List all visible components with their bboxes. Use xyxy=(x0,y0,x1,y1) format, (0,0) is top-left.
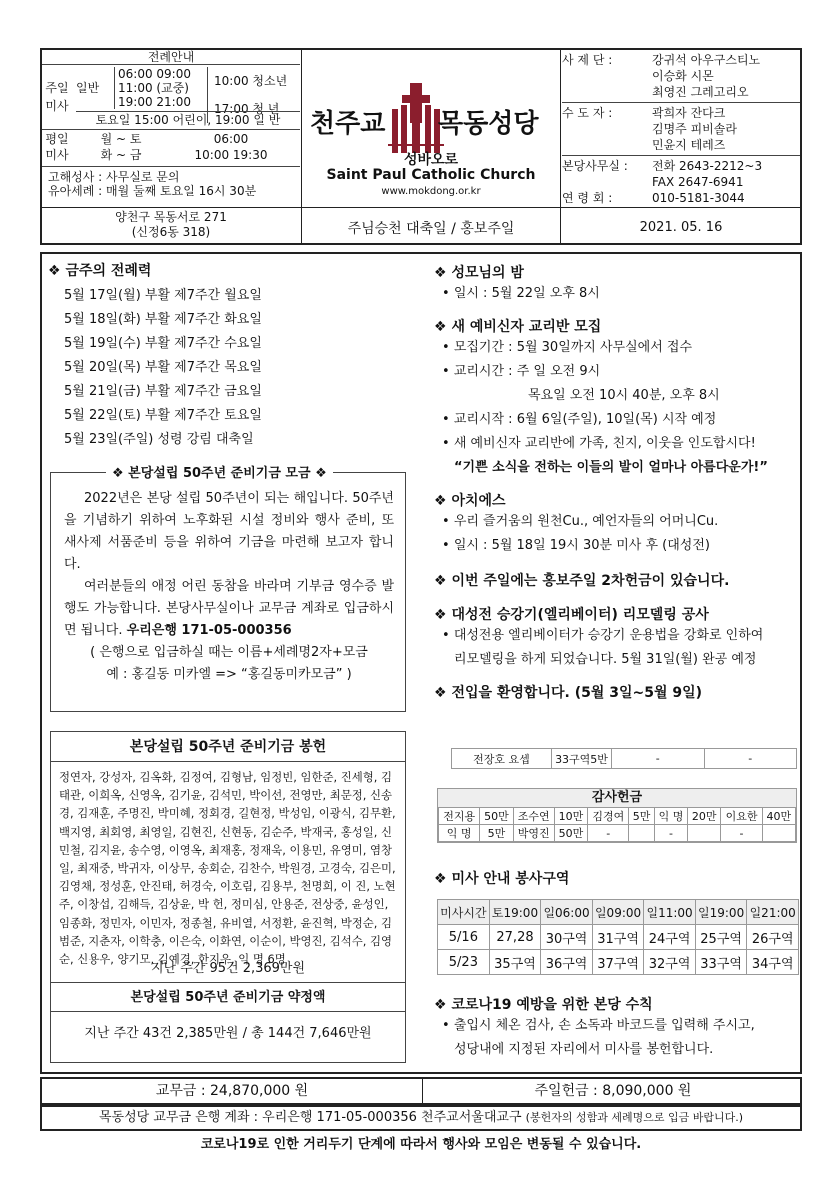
mary-night-title: 성모님의 밤 xyxy=(451,265,524,281)
tithe-total: 교무금 : 24,870,000 원 xyxy=(155,1083,309,1099)
thanks-cell xyxy=(629,825,654,842)
thanks-cell: 5만 xyxy=(629,808,654,825)
sunday-times xyxy=(114,67,206,109)
mass-schedule xyxy=(42,49,300,207)
mass-header-cell: 일11:00 xyxy=(644,900,696,925)
mass-cell: 37구역 xyxy=(592,950,644,975)
sun-time-3: 19:00 21:00 xyxy=(118,95,191,109)
welcome-table: 전장호 요셉 33구역5반 - - xyxy=(451,748,797,769)
church-name-right: 목동성당 xyxy=(438,109,539,139)
thanks-cell: 20만 xyxy=(688,808,721,825)
thanks-cell: 박영진 xyxy=(513,825,554,842)
pledge-amount: 지난 주간 43건 2,385만원 / 총 144건 7,646만원 xyxy=(84,1026,372,1041)
confession-info: 고해성사 : 사무실로 문의 xyxy=(48,170,180,184)
catechism-title: 새 예비신자 교리반 모집 xyxy=(451,319,602,335)
mass-cell: 33구역 xyxy=(695,950,747,975)
bank-account: 목동성당 교무금 은행 계좌 : 우리은행 171-05-000356 천주교서울대교구 xyxy=(99,1110,522,1125)
mass-header-cell: 일06:00 xyxy=(541,900,593,925)
liturgy-title: 금주의 전례력 xyxy=(65,263,152,279)
mass-cell: 27,28 xyxy=(489,925,541,950)
mass-cell: 32구역 xyxy=(644,950,696,975)
thanks-box xyxy=(437,788,797,843)
youth-time: 10:00 청소년 xyxy=(214,74,288,88)
pledge-title: 본당설립 50주년 준비기금 약정액 xyxy=(51,982,405,1012)
church-english-name: Saint Paul Catholic Church xyxy=(326,167,536,183)
mass-header-cell: 미사시간 xyxy=(438,900,490,925)
elevator-title: 대성전 승강기(엘리베이터) 리모델링 공사 xyxy=(451,607,709,623)
ilban-label: 일반 xyxy=(76,81,100,95)
weekday-mass-label: 평일 미사 xyxy=(45,132,69,162)
catechism-time: 교리시간 : 주 일 오전 9시 xyxy=(453,364,601,379)
thanks-cell: 김경여 xyxy=(588,808,629,825)
sun-time-2: 11:00 (교중) xyxy=(118,81,189,95)
thanks-cell: - xyxy=(654,825,687,842)
bulletin-date: 2021. 05. 16 xyxy=(639,220,723,235)
staff-info: 사 제 단 : 강귀석 아우구스티노 이승화 시몬 최영진 그레고리오 수 도 자 : 곽희자 잔다크 김명주 피비솔라 민윤지 테레즈 본당사무실 : 전화 2643-2212~3 FAX 2647-6941 연 령 회 : 010-5181-3044 xyxy=(562,52,800,206)
weekday-times: 월 ~ 토 06:00 화 ~ 금 10:00 19:30 xyxy=(100,132,268,162)
covid-text-2: 성당내에 지정된 자리에서 미사를 봉헌합니다. xyxy=(454,1042,714,1057)
thanks-cell: 이요한 xyxy=(721,808,762,825)
covid-section: ❖ 코로나19 예방을 위한 본당 수칙 • 출입시 체온 검사, 손 소독과 바코드를 입력해 주시고, 성당내에 지정된 자리에서 미사를 봉헌합니다. xyxy=(434,994,796,1062)
address: 양천구 목동서로 271 (신정6동 318) xyxy=(115,210,227,239)
welcome-name: 전장호 요셉 xyxy=(452,749,552,769)
fund-note-2: 예 : 홍길동 미카엘 => “홍길동미카모금” ) xyxy=(106,667,352,682)
sunday-mass-label: 주일 미사 xyxy=(45,81,69,113)
thanks-title: 감사헌금 xyxy=(438,789,796,807)
bank-account-bar xyxy=(40,1105,802,1131)
infant-baptism-info: 유아세례 : 매월 둘째 토요일 16시 30분 xyxy=(48,184,257,198)
mass-cell: 26구역 xyxy=(747,925,799,950)
thanks-cell: - xyxy=(721,825,762,842)
fund-paragraph-1: 2022년은 본당 설립 50주년이 되는 해입니다. 50주년을 기념하기 위하여 노후화된 시설 정비와 행사 준비, 또 새사제 서품준비 등을 위하여 기금을 마련해 보고자 합니다. xyxy=(64,491,394,572)
elevator-text-1: 대성전용 엘리베이터가 승강기 운용법을 강화로 인하여 xyxy=(453,628,764,643)
liturgy-section: ❖ 금주의 전례력 5월 17일(월) 부활 제7주간 월요일 5월 18일(화) 부활 제7주간 화요일 5월 19일(수) 부활 제7주간 수요일 5월 20일(목) 부활 제7주간 목요일 5월 21일(금) 부활 제7주간 금요일 5월 22일(토) 부활 제7주간 토요일 5월 23일(주일) 성령 강림 대축일 xyxy=(48,260,262,452)
mass-cell: 5/23 xyxy=(438,950,490,975)
liturgy-item: 5월 17일(월) 부활 제7주간 월요일 xyxy=(64,288,262,303)
covid-footer-notice: 코로나19로 인한 거리두기 단계에 따라서 행사와 모임은 변동될 수 있습니다. xyxy=(200,1137,642,1152)
catechism-time-thu: 목요일 오전 10시 40분, 오후 8시 xyxy=(528,388,720,403)
mass-cell: 34구역 xyxy=(747,950,799,975)
offering-bar xyxy=(40,1077,802,1105)
liturgy-item: 5월 20일(목) 부활 제7주간 목요일 xyxy=(64,360,262,375)
thanks-cell: 10만 xyxy=(554,808,587,825)
mass-header-cell: 일21:00 xyxy=(747,900,799,925)
mass-cell: 30구역 xyxy=(541,925,593,950)
mass-header-cell: 일19:00 xyxy=(695,900,747,925)
second-collection-notice: 이번 주일에는 홍보주일 2차헌금이 있습니다. xyxy=(451,573,730,589)
church-logo xyxy=(302,49,560,207)
mass-header-cell: 일09:00 xyxy=(592,900,644,925)
thanks-cell xyxy=(688,825,721,842)
thanks-table xyxy=(438,807,796,842)
mass-cell: 31구역 xyxy=(592,925,644,950)
mass-service-table xyxy=(437,899,799,975)
mass-cell: 24구역 xyxy=(644,925,696,950)
liturgy-item: 5월 19일(수) 부활 제7주간 수요일 xyxy=(64,336,262,351)
fund-body xyxy=(64,488,394,686)
mass-cell: 35구역 xyxy=(489,950,541,975)
liturgy-item: 5월 18일(화) 부활 제7주간 화요일 xyxy=(64,312,262,327)
donors-summary: 지난 주간 95건 2,369만원 xyxy=(150,961,306,976)
fund-paragraph-2: 여러분들의 애정 어린 동참을 바라며 기부금 영수증 발행도 가능합니다. 본당사무실이나 교무금 계좌로 입금하시면 됩니다. xyxy=(64,579,394,638)
thanks-cell: 40만 xyxy=(762,808,795,825)
acies-line-2: 일시 : 5월 18일 19시 30분 미사 후 (대성전) xyxy=(453,538,710,553)
acies-title: 아치에스 xyxy=(451,493,506,509)
website: www.mokdong.or.kr xyxy=(381,186,481,197)
right-column: ❖ 성모님의 밤 • 일시 : 5월 22일 오후 8시 ❖ 새 예비신자 교리반 모집 • 모집기간 : 5월 30일까지 사무실에서 접수 • 교리시간 : 주 일 오전 9시 목요일 오전 10시 40분, 오후 8시 • 교리시작 : 6월 6일(주일), 10일(목) 시작 예정 • 새 예비신자 교리반에 가족, 친지, 이웃을 인도합시다! “기쁜 소식을 전하는 이들의 발이 얼마나 아름다운가!” ❖ 아치에스 • 우리 즐거움의 원천Cu., 예언자들의 어머니Cu. • 일시 : 5월 18일 19시 30분 미사 후 (대성전) ❖ 이번 주일에는 홍보주일 2차헌금이 있습니다. ❖ 대성전 승강기(엘리베이터) 리모델링 공사 • 대성전용 엘리베이터가 승강기 운용법을 강화로 인하여 리모델링을 하게 되었습니다. 5월 31일(월) 완공 예정 ❖ 전입을 환영합니다. (5월 3일~5월 9일) xyxy=(434,262,796,702)
mass-cell: 25구역 xyxy=(695,925,747,950)
sun-time-1: 06:00 09:00 xyxy=(118,67,191,81)
thanks-cell: 5만 xyxy=(480,825,513,842)
donors-box xyxy=(50,731,406,1063)
catechism-invite: 새 예비신자 교리반에 가족, 친지, 이웃을 인도합시다! xyxy=(453,436,756,451)
mass-header-cell: 토19:00 xyxy=(489,900,541,925)
catechism-period: 모집기간 : 5월 30일까지 사무실에서 접수 xyxy=(453,340,693,355)
service-title: 주님승천 대축일 / 홍보주일 xyxy=(347,221,515,237)
patron-saint: 성바오로 xyxy=(403,152,459,168)
donors-list: 정연자, 강성자, 김옥화, 김정여, 김형남, 임정빈, 임한준, 진세형, 김태관, 이희옥, 신영옥, 김기윤, 김석민, 박이선, 전영만, 최문정, 신송경, 김재훈, 주명진, 박미혜, 정회경, 길현정, 박성임, 이광식, 김무환, 백지영, 최회영, 최영일, 김현진, 신현동, 김순주, 박재국, 홍성일, 신민철, 김지윤, 송수영, 이영옥, 최재홍, 정재욱, 이용민, 유영미, 염창일, 최재중, 박귀자, 이상무, 송회순, 김찬수, 박원경, 고경숙, 김은미, 김영채, 정성훈, 안진태, 허경숙, 이호림, 김용부, 천명희, 이 진, 노현주, 이창섭, 김해득, 김상윤, 박 헌, 정미심, 안용준, 전상중, 윤성인, 임종화, 정민자, 이민자, 정종철, 유비열, 서정환, 윤진혁, 박정순, 김범준, 지춘자, 이학충, 이은숙, 이화연, 이순이, 박영진, 김석수, 김영순, 신용우, 양기모, 김예경, 한지우, 익 명 6명 xyxy=(59,770,396,967)
thanks-cell: - xyxy=(588,825,629,842)
fund-account: 우리은행 171-05-000356 xyxy=(126,623,292,638)
thanks-cell: 익 명 xyxy=(654,808,687,825)
mass-service-title: 미사 안내 봉사구역 xyxy=(451,871,570,887)
liturgy-item: 5월 23일(주일) 성령 강림 대축일 xyxy=(64,432,254,447)
mary-night-time: 일시 : 5월 22일 오후 8시 xyxy=(453,286,600,301)
schedule-title: 전례안내 xyxy=(42,49,300,65)
covid-title: 코로나19 예방을 위한 본당 수칙 xyxy=(451,997,653,1013)
elevator-text-2: 리모델링을 하게 되었습니다. 5월 31일(월) 완공 예정 xyxy=(454,652,757,667)
welcome-zone: 33구역5반 xyxy=(552,749,612,769)
fund-title: ❖ 본당설립 50주년 준비기금 모금 ❖ xyxy=(106,462,333,481)
thanks-cell: 익 명 xyxy=(439,825,480,842)
sacraments xyxy=(48,170,256,198)
sunday-collection-total: 주일헌금 : 8,090,000 원 xyxy=(534,1083,692,1099)
young-adult-time: 17:00 청 년 xyxy=(214,102,280,116)
mass-cell: 36구역 xyxy=(541,950,593,975)
thanks-cell: 조수연 xyxy=(513,808,554,825)
acies-line-1: 우리 즐거움의 원천Cu., 예언자들의 어머니Cu. xyxy=(453,514,719,529)
liturgy-item: 5월 21일(금) 부활 제7주간 금요일 xyxy=(64,384,262,399)
church-name-left: 천주교 xyxy=(310,109,386,139)
catechism-quote: “기쁜 소식을 전하는 이들의 발이 얼마나 아름다운가!” xyxy=(454,460,768,475)
thanks-cell xyxy=(762,825,795,842)
thanks-cell: 50만 xyxy=(554,825,587,842)
catechism-start: 교리시작 : 6월 6일(주일), 10일(목) 시작 예정 xyxy=(453,412,717,427)
fund-note-1: ( 은행으로 입금하실 때는 이름+세례명2자+모금 xyxy=(90,645,368,660)
thanks-cell: 전지용 xyxy=(439,808,480,825)
mass-cell: 5/16 xyxy=(438,925,490,950)
liturgy-item: 5월 22일(토) 부활 제7주간 토요일 xyxy=(64,408,262,423)
donors-title: 본당설립 50주년 준비기금 봉헌 xyxy=(51,732,405,762)
thanks-cell: 50만 xyxy=(480,808,513,825)
covid-text-1: 출입시 체온 검사, 손 소독과 바코드를 입력해 주시고, xyxy=(453,1018,755,1033)
welcome-title: 전입을 환영합니다. (5월 3일~5월 9일) xyxy=(451,685,703,701)
saturday-times: 토요일 15:00 어린이, 19:00 일 반 xyxy=(76,111,300,127)
bank-note: (봉헌자의 성함과 세례명으로 입금 바랍니다.) xyxy=(525,1111,743,1124)
